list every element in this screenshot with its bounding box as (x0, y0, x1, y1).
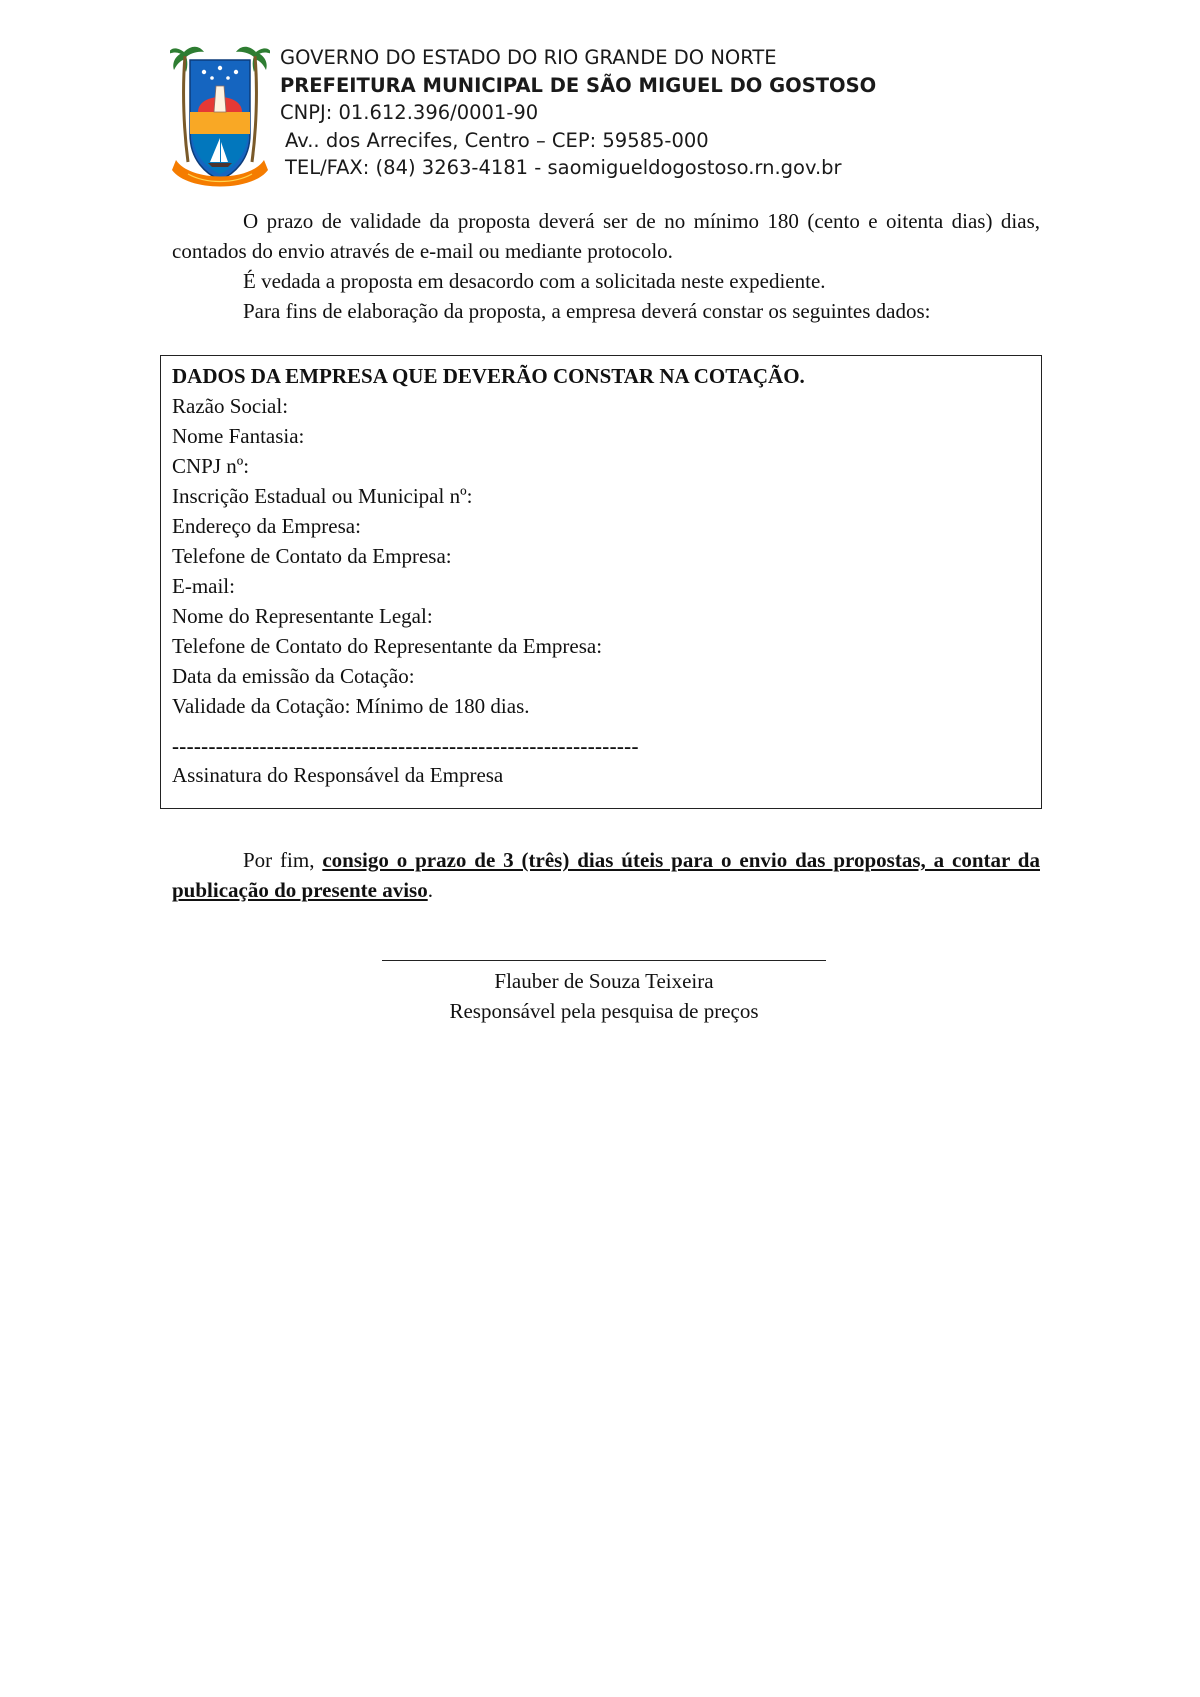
field-data-emissao: Data da emissão da Cotação: (172, 664, 415, 688)
state-government-line: GOVERNO DO ESTADO DO RIO GRANDE DO NORTE (280, 46, 777, 69)
letterhead (170, 42, 877, 192)
field-cnpj: CNPJ nº: (172, 454, 250, 478)
signature-line (382, 960, 826, 961)
closing-paragraph (172, 845, 1040, 905)
field-telefone-empresa: Telefone de Contato da Empresa: (172, 544, 452, 568)
field-nome-fantasia: Nome Fantasia: (172, 424, 305, 448)
instructions-paragraph: Para fins de elaboração da proposta, a empresa deverá constar os seguintes dados: (243, 299, 931, 323)
company-data-fields (172, 361, 805, 721)
signatory-role: Responsável pela pesquisa de preços (449, 999, 759, 1023)
phone-website-line: TEL/FAX: (84) 3263-4181 - saomigueldogostoso.rn.gov.br (285, 156, 842, 179)
field-telefone-representante: Telefone de Contato do Representante da Empresa: (172, 634, 603, 658)
validity-paragraph: O prazo de validade da proposta deverá ser de no mínimo 180 (cento e oitenta dias) dias, contados do envio através de e-mail ou mediante protocolo. (172, 209, 1040, 263)
signature-dash-line: ---------------------------------------------------------------- (172, 734, 639, 758)
field-email: E-mail: (172, 574, 235, 598)
company-signature-label: Assinatura do Responsável da Empresa (172, 763, 504, 787)
company-data-box (160, 355, 1042, 809)
closing-suffix: . (427, 878, 433, 902)
address-line: Av.. dos Arrecifes, Centro – CEP: 59585-000 (285, 128, 709, 152)
municipality-line: PREFEITURA MUNICIPAL DE SÃO MIGUEL DO GOSTOSO (280, 73, 877, 97)
field-representante: Nome do Representante Legal: (172, 604, 433, 628)
signatory-name: Flauber de Souza Teixeira (494, 969, 714, 993)
field-endereco: Endereço da Empresa: (172, 514, 361, 538)
company-data-title: DADOS DA EMPRESA QUE DEVERÃO CONSTAR NA COTAÇÃO. (172, 364, 805, 388)
prohibition-paragraph: É vedada a proposta em desacordo com a solicitada neste expediente. (243, 269, 826, 293)
cnpj-line: CNPJ: 01.612.396/0001-90 (280, 101, 539, 124)
closing-prefix: Por fim, (243, 848, 323, 872)
field-validade: Validade da Cotação: Mínimo de 180 dias. (172, 694, 530, 718)
letterhead-text (280, 44, 876, 182)
field-inscricao: Inscrição Estadual ou Municipal nº: (172, 484, 473, 508)
closing-deadline-text: consigo o prazo de 3 (três) dias úteis para o envio das propostas, a contar da publicação do presente aviso (172, 848, 1040, 902)
intro-section (172, 206, 1040, 326)
municipal-coat-of-arms-icon (170, 42, 270, 190)
field-razao-social: Razão Social: (172, 394, 289, 418)
